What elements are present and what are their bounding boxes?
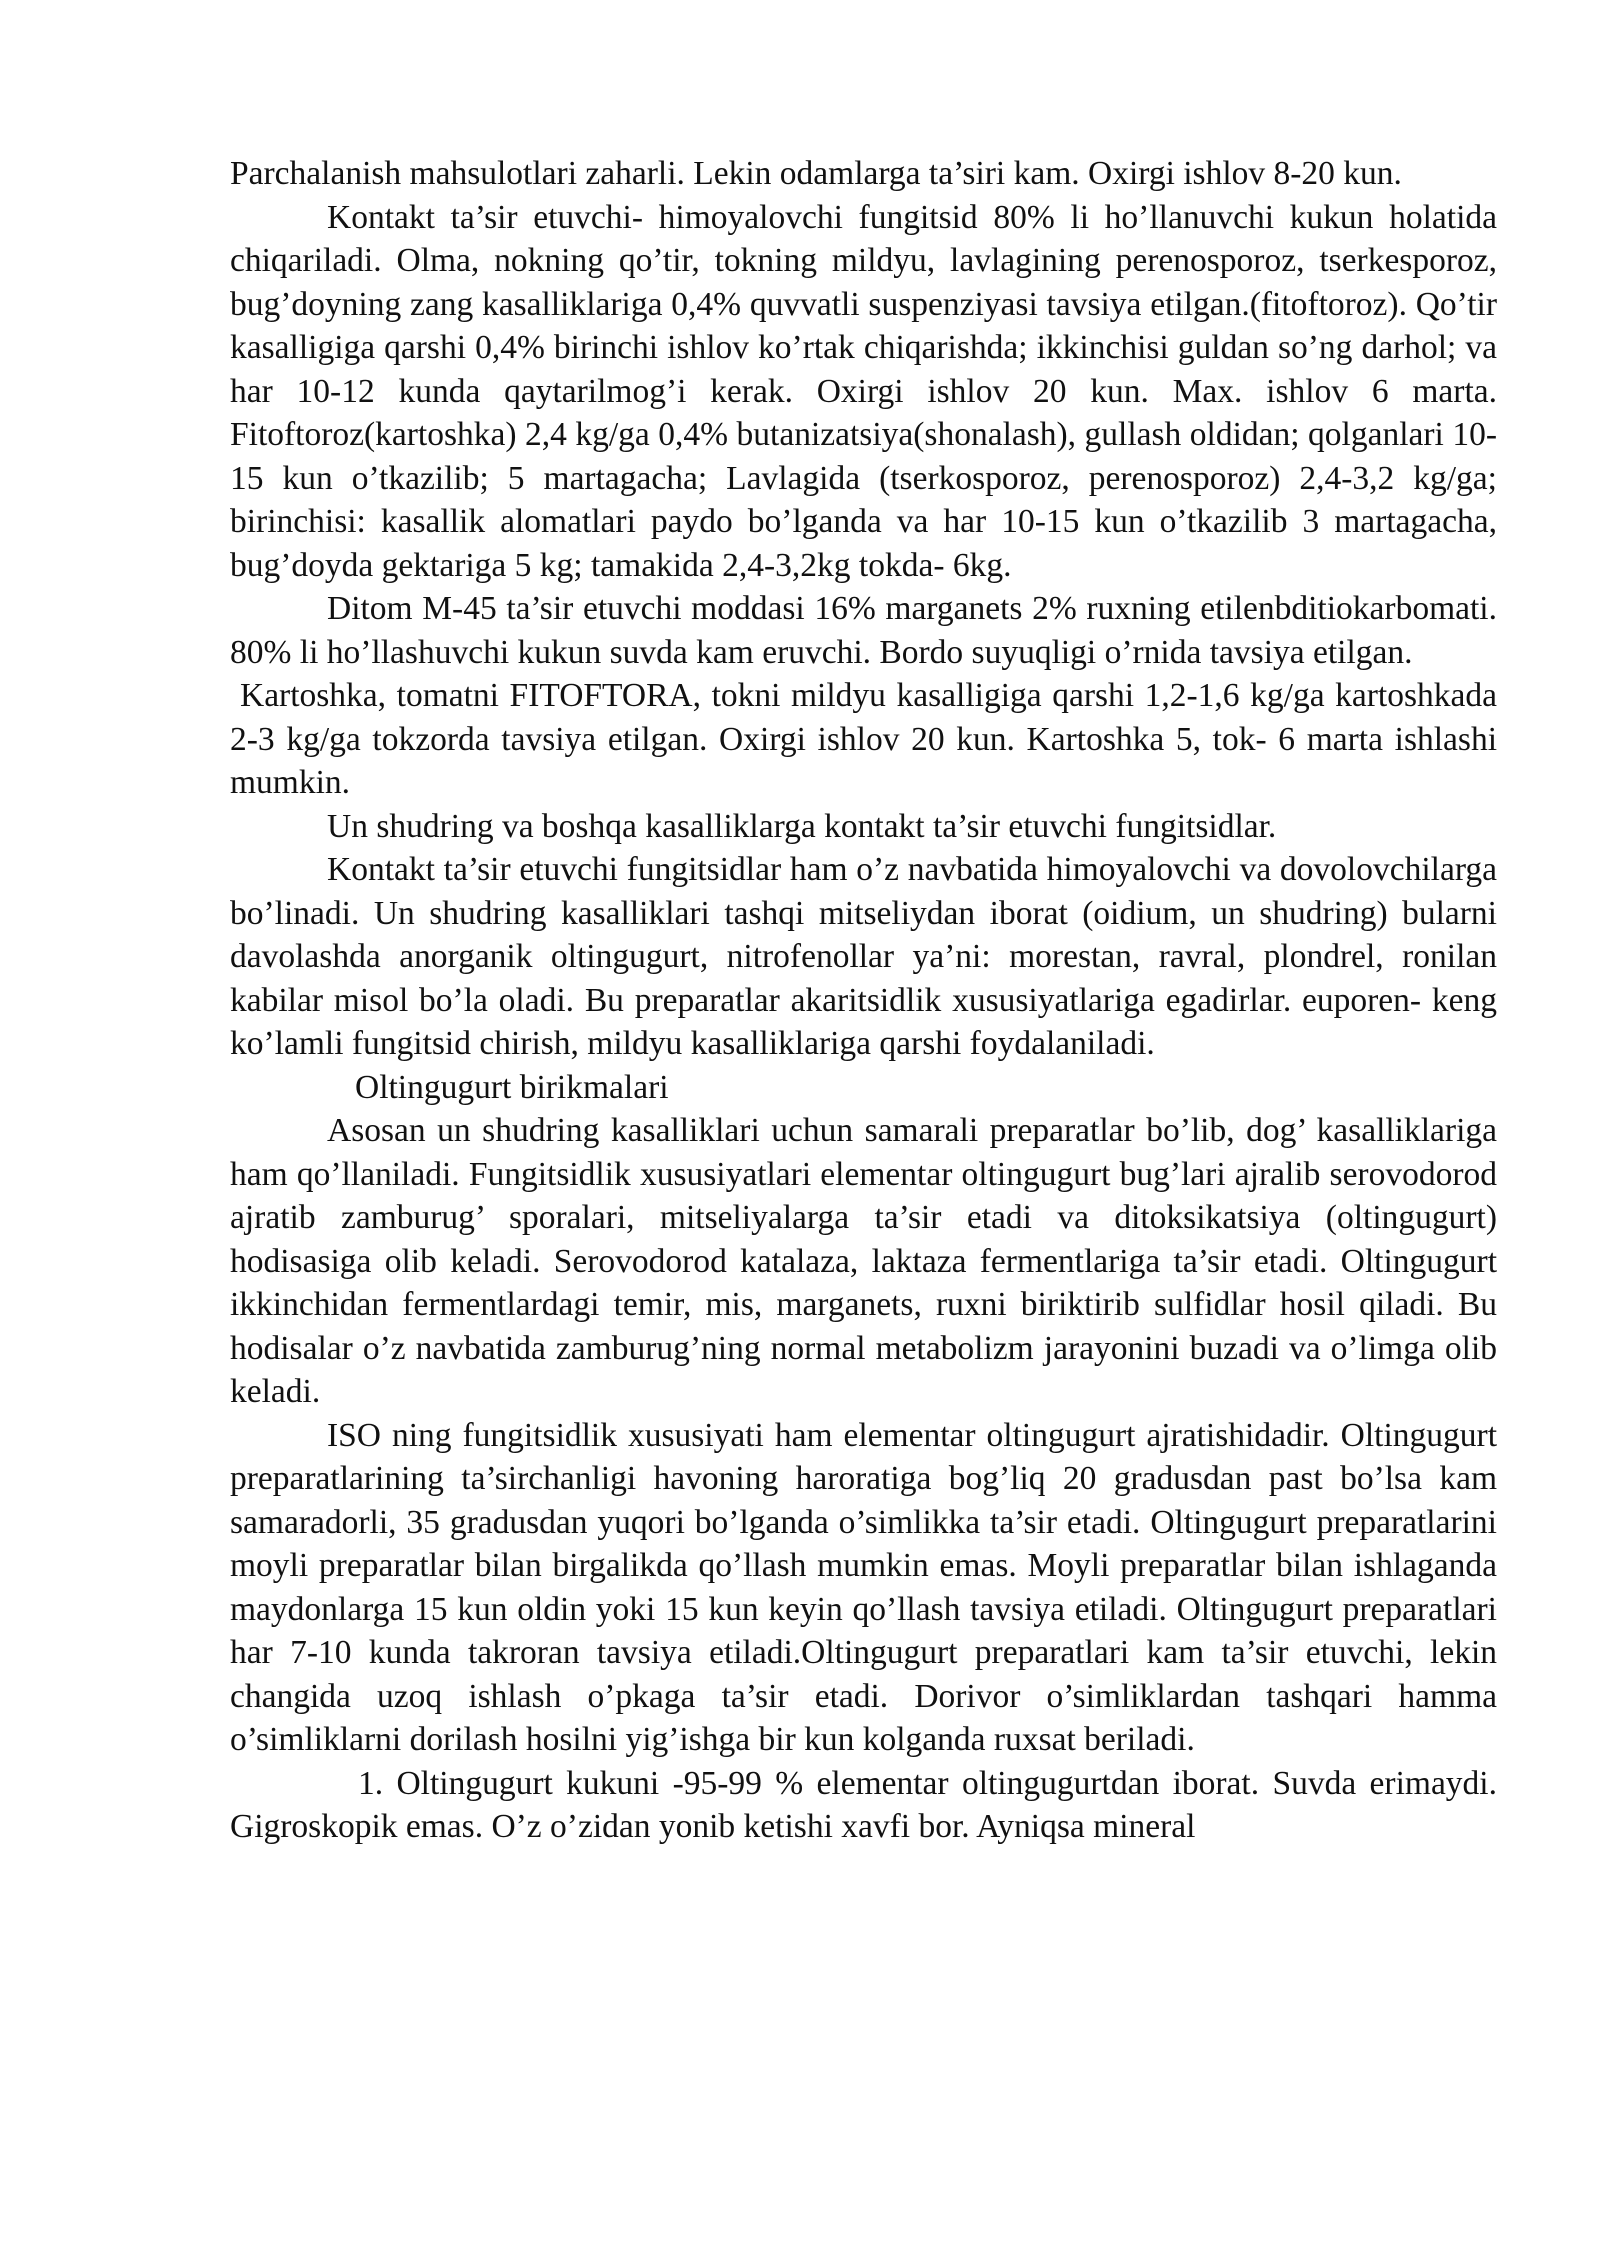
paragraph-contact-fungicides-division: Kontakt ta’sir etuvchi fungitsidlar ham o’z navbatida himoyalovchi va dovolovchilarga bo’linadi. Un shudring kasalliklari tashqi mitseliydan iborat (oidium, un shudring) bularni davolashda anorganik oltingugurt, nitrofenollar ya’ni: morestan, ravral, plondrel, ronilan kabilar misol bo’la oladi. Bu preparatlar akaritsidlik xususiyatlariga egadirlar. euporen- keng ko’lamli fungitsid chirish, mildyu kasalliklariga qarshi foydalaniladi. — [230, 851, 1497, 1062]
section-heading-sulfur-compounds: Oltingugurt birikmalari — [355, 1068, 669, 1106]
paragraph-sulfur-properties: Asosan un shudring kasalliklari uchun samarali preparatlar bo’lib, dog’ kasalliklariga ham qo’llaniladi. Fungitsidlik xususiyatlari elementar oltingugurt bug’lari ajralib serovodorod ajratib zamburug’ sporalari, mitseliyalarga ta’sir etadi va ditoksikatsiya (oltingugurt) hodisasiga olib keladi. Serovodorod katalaza, laktaza fermentlariga ta’sir etadi. Oltingugurt ikkinchidan fermentlardagi temir, mis, marganets, ruxni biriktirib sulfidlar hosil qiladi. Bu hodisalar o’z navbatida zamburug’ning normal metabolizm jarayonini buzadi va o’limga olib keladi. — [230, 1112, 1497, 1410]
section-heading-powdery-mildew: Un shudring va boshqa kasalliklarga kontakt ta’sir etuvchi fungitsidlar. — [327, 807, 1277, 845]
paragraph-ditom-m45: Ditom M-45 ta’sir etuvchi moddasi 16% marganets 2% ruxning etilenbditiokarbomati. 80% li ho’llashuvchi kukun suvda kam eruvchi. Bordo suyuqligi o’rnida tavsiya etilgan. — [230, 590, 1497, 671]
paragraph-potato-tomato: Kartoshka, tomatni FITOFTORA, tokni mildyu kasalligiga qarshi 1,2-1,6 kg/ga kartoshkada 2-3 kg/ga tokzorda tavsiya etilgan. Oxirgi ishlov 20 kun. Kartoshka 5, tok- 6 marta ishlashi mumkin. — [230, 677, 1497, 801]
paragraph-residue-toxicity: Parchalanish mahsulotlari zaharli. Lekin odamlarga ta’siri kam. Oxirgi ishlov 8-20 kun. — [230, 155, 1402, 192]
list-item-sulfur-powder: 1. Oltingugurt kukuni -95-99 % elementar oltingugurtdan iborat. Suvda erimaydi. Gigroskopik emas. O’z o’zidan yonib ketishi xavfi bor. Ayniqsa mineral — [230, 1764, 1497, 1845]
paragraph-iso-fungicidal: ISO ning fungitsidlik xususiyati ham elementar oltingugurt ajratishidadir. Oltingugurt preparatlarining ta’sirchanligi havoning haroratiga bog’liq 20 gradusdan past bo’lsa kam samaradorli, 35 gradusdan yuqori bo’lganda o’simlikka ta’sir etadi. Oltingugurt preparatlarini moyli preparatlar bilan birgalikda qo’llash mumkin emas. Moyli preparatlar bilan ishlaganda maydonlarga 15 kun oldin yoki 15 kun keyin qo’llash tavsiya etiladi. Oltingugurt preparatlari har 7-10 kunda takroran tavsiya etiladi.Oltingugurt preparatlari kam ta’sir etuvchi, lekin changida uzoq ishlash o’pkaga ta’sir etadi. Dorivor o’simliklardan tashqari hamma o’simliklarni dorilash hosilni yig’ishga bir kun kolganda ruxsat beriladi. — [230, 1416, 1497, 1758]
paragraph-contact-fungicide: Kontakt ta’sir etuvchi- himoyalovchi fungitsid 80% li ho’llanuvchi kukun holatida chiqariladi. Olma, nokning qo’tir, tokning mildyu, lavlagining perenosporoz, tserkesporoz, bug’doyning zang kasalliklariga 0,4% quvvatli suspenziyasi tavsiya etilgan.(fitoftoroz). Qo’tir kasalligiga qarshi 0,4% birinchi ishlov ko’rtak chiqarishda; ikkinchisi guldan so’ng darhol; va har 10-12 kunda qaytarilmog’i kerak. Oxirgi ishlov 20 kun. Max. ishlov 6 marta. Fitoftoroz(kartoshka) 2,4 kg/ga 0,4% butanizatsiya(shonalash), gullash oldidan; qolganlari 10-15 kun o’tkazilib; 5 martagacha; Lavlagida (tserkosporoz, perenosporoz) 2,4-3,2 kg/ga; birinchisi: kasallik alomatlari paydo bo’lganda va har 10-15 kun o’tkazilib 3 martagacha, bug’doyda gektariga 5 kg; tamakida 2,4-3,2kg tokda- 6kg. — [230, 198, 1497, 584]
document-page — [230, 152, 1497, 1849]
